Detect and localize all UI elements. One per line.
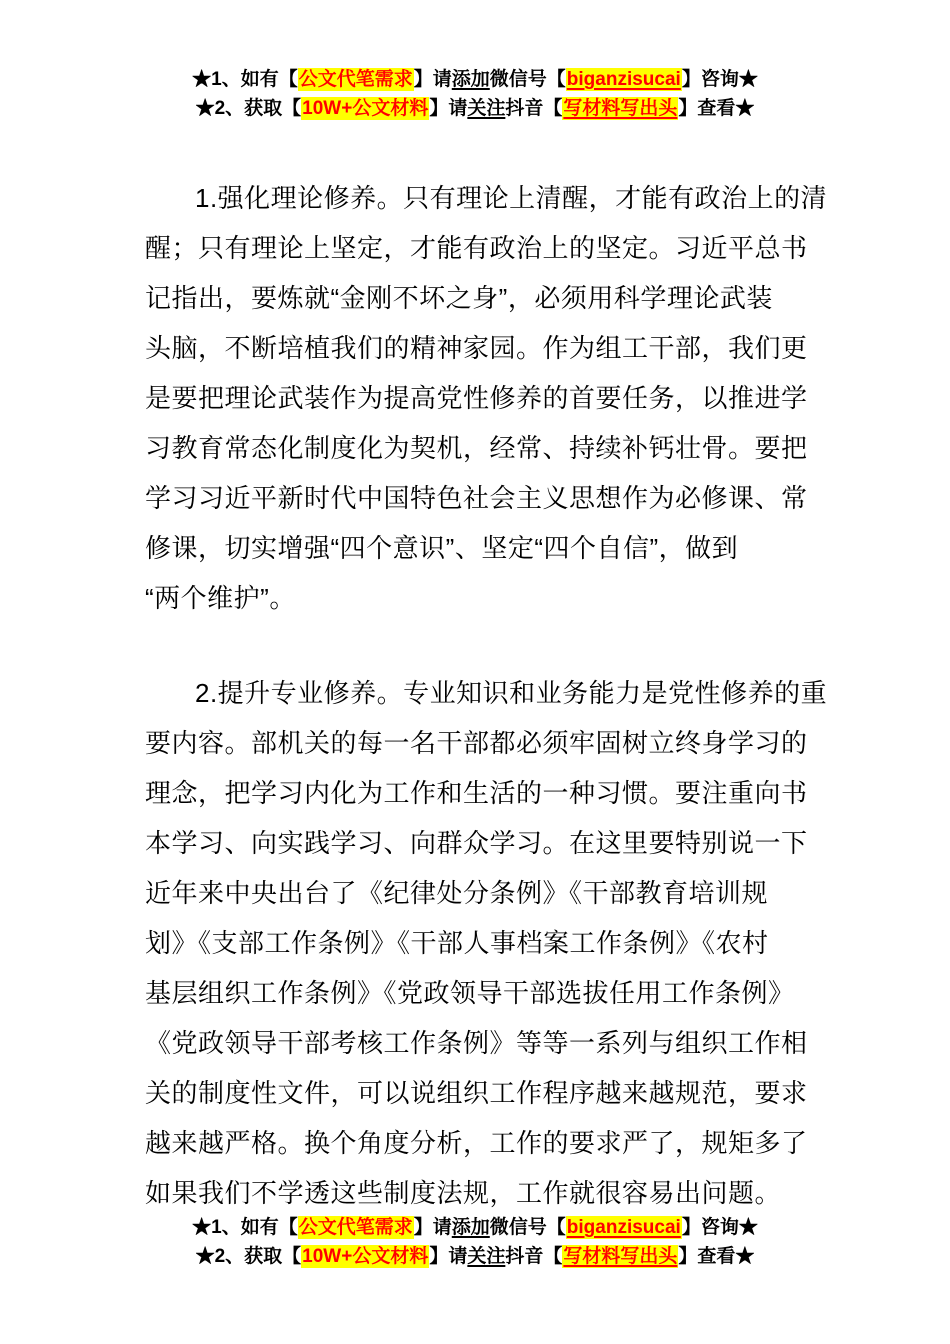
paragraph-line: 本学习、向实践学习、向群众学习。在这里要特别说一下	[145, 828, 808, 858]
paragraph-line: 1.强化理论修养。只有理论上清醒，才能有政治上的清	[195, 183, 828, 213]
paragraph-line: 记指出，要炼就“金刚不坏之身”，必须用科学理论武装	[145, 283, 773, 313]
paragraph-line: 《党政领导干部考核工作条例》等等一系列与组织工作相	[145, 1028, 808, 1058]
paragraph-line: 学习习近平新时代中国特色社会主义思想作为必修课、常	[145, 483, 808, 513]
footer-notice-line-1	[0, 1213, 950, 1242]
notice-segment-plain: 】咨询★	[681, 1217, 758, 1238]
notice-segment-highlight: 公文代笔需求	[298, 1217, 413, 1238]
notice-segment-plain: 】咨询★	[681, 69, 758, 90]
paragraph-line: 理念，把学习内化为工作和生活的一种习惯。要注重向书	[145, 778, 808, 808]
notice-segment-highlight-underline: biganzisucai	[566, 69, 681, 90]
notice-segment-plain: 】查看★	[678, 98, 755, 119]
notice-segment-plain: 微信号【	[489, 69, 566, 90]
notice-segment-plain: 】请	[413, 1217, 452, 1238]
notice-segment-plain: ★2、获取【	[195, 1246, 302, 1267]
notice-segment-underline: 关注	[467, 98, 506, 119]
header-notice-line-2	[0, 94, 950, 123]
paragraph-line: 如果我们不学透这些制度法规，工作就很容易出问题。	[145, 1178, 782, 1208]
notice-segment-plain: ★1、如有【	[192, 69, 298, 90]
notice-segment-underline: 关注	[467, 1246, 506, 1267]
notice-segment-plain: 抖音【	[505, 1246, 563, 1267]
paragraph-line: 修课，切实增强“四个意识”、坚定“四个自信”，做到	[145, 533, 739, 563]
notice-segment-plain: 微信号【	[489, 1217, 566, 1238]
notice-segment-plain: 】请	[429, 98, 468, 119]
paragraph-line: 2.提升专业修养。专业知识和业务能力是党性修养的重	[195, 678, 828, 708]
paragraph-line: 头脑，不断培植我们的精神家园。作为组工干部，我们更	[145, 333, 808, 363]
notice-segment-highlight-underline: 写材料写出头	[563, 98, 678, 119]
notice-segment-highlight: 10W+公文材料	[302, 98, 429, 119]
notice-segment-plain: 】请	[413, 69, 452, 90]
notice-segment-underline: 添加	[451, 1217, 490, 1238]
paragraph-line: 习教育常态化制度化为契机，经常、持续补钙壮骨。要把	[145, 433, 808, 463]
footer-notice	[0, 1213, 950, 1271]
paragraph-line: 关的制度性文件，可以说组织工作程序越来越规范，要求	[145, 1078, 808, 1108]
notice-segment-highlight-underline: biganzisucai	[566, 1217, 681, 1238]
notice-segment-highlight-underline: 写材料写出头	[563, 1246, 678, 1267]
notice-segment-highlight: 10W+公文材料	[302, 1246, 429, 1267]
notice-segment-plain: 抖音【	[505, 98, 563, 119]
notice-segment-highlight: 公文代笔需求	[298, 69, 413, 90]
notice-segment-plain: ★1、如有【	[192, 1217, 298, 1238]
header-notice-line-1	[0, 65, 950, 94]
notice-segment-plain: 】请	[429, 1246, 468, 1267]
footer-notice-line-2	[0, 1242, 950, 1271]
notice-segment-plain: 】查看★	[678, 1246, 755, 1267]
document-body	[145, 173, 828, 1218]
notice-segment-plain: ★2、获取【	[195, 98, 302, 119]
paragraph-line: 是要把理论武装作为提高党性修养的首要任务，以推进学	[145, 383, 808, 413]
paragraph-line: “两个维护”。	[145, 583, 296, 613]
paragraph-line: 基层组织工作条例》《党政领导干部选拔任用工作条例》	[145, 978, 795, 1008]
paragraph-line: 划》《支部工作条例》《干部人事档案工作条例》《农村	[145, 928, 769, 958]
paragraph-line: 要内容。部机关的每一名干部都必须牢固树立终身学习的	[145, 728, 808, 758]
header-notice	[0, 65, 950, 123]
notice-segment-underline: 添加	[451, 69, 490, 90]
paragraph-theory-cultivation	[145, 173, 828, 623]
paragraph-line: 越来越严格。换个角度分析，工作的要求严了，规矩多了	[145, 1128, 808, 1158]
paragraph-line: 醒；只有理论上坚定，才能有政治上的坚定。习近平总书	[145, 233, 808, 263]
paragraph-professional-cultivation	[145, 668, 828, 1218]
paragraph-line: 近年来中央出台了《纪律处分条例》《干部教育培训规	[145, 878, 769, 908]
